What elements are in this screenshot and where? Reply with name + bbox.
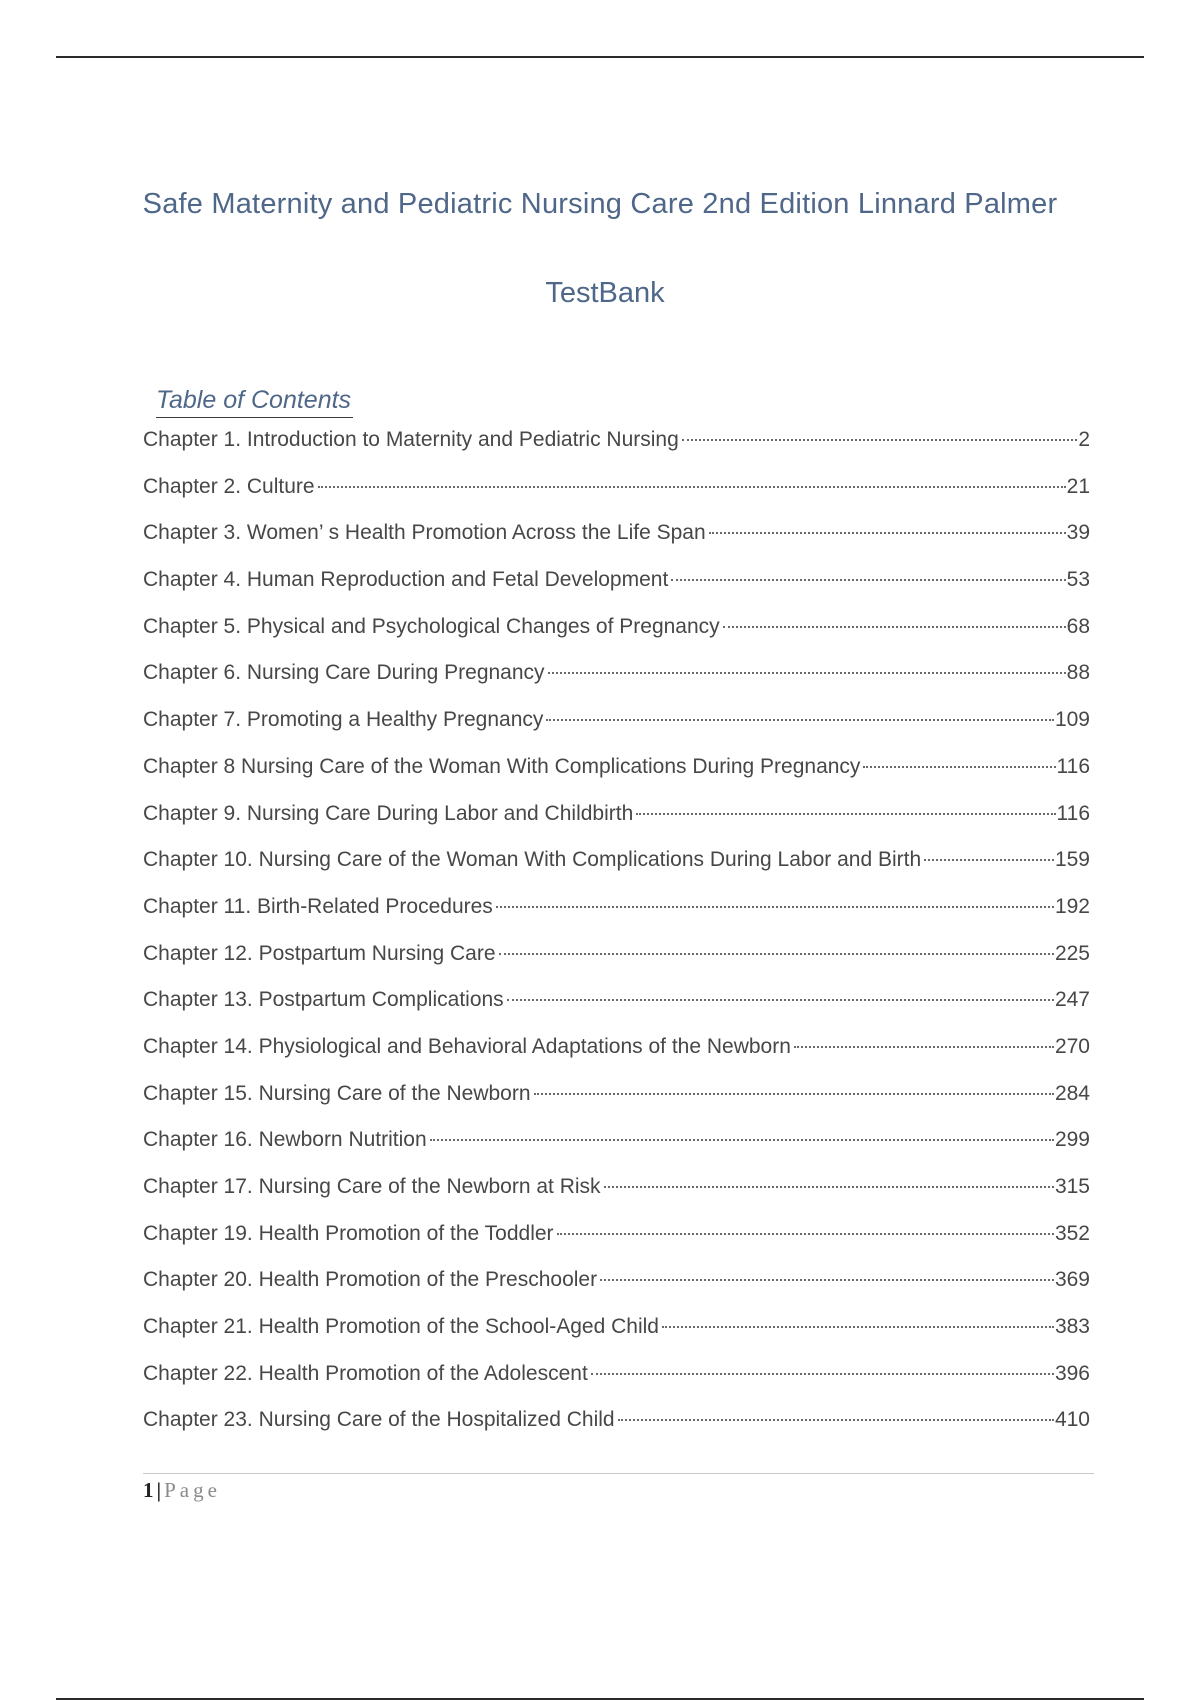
toc-entry-title: Chapter 6. Nursing Care During Pregnancy xyxy=(143,661,545,685)
toc-entry-page: 88 xyxy=(1066,661,1090,685)
toc-dot-leader xyxy=(546,719,1054,721)
toc-entry[interactable] xyxy=(143,1263,1090,1310)
toc-entry-page: 247 xyxy=(1054,988,1090,1012)
toc-entry[interactable] xyxy=(143,423,1090,470)
toc-heading: Table of Contents xyxy=(156,384,353,418)
toc-dot-leader xyxy=(723,626,1066,628)
document-title: Safe Maternity and Pediatric Nursing Care 2nd Edition Linnard Palmer xyxy=(142,188,1058,220)
toc-entry[interactable] xyxy=(143,1030,1090,1077)
toc-entry-page: 369 xyxy=(1054,1268,1090,1292)
toc-entry-page: 225 xyxy=(1054,941,1090,965)
table-of-contents xyxy=(143,423,1090,1450)
toc-entry-title: Chapter 22. Health Promotion of the Adolescent xyxy=(143,1361,588,1385)
toc-entry-page: 2 xyxy=(1078,428,1090,451)
toc-entry[interactable] xyxy=(143,470,1090,517)
toc-entry-page: 270 xyxy=(1054,1034,1090,1058)
toc-dot-leader xyxy=(618,1419,1054,1421)
toc-entry-title: Chapter 12. Postpartum Nursing Care xyxy=(143,941,496,965)
toc-entry-title: Chapter 7. Promoting a Healthy Pregnancy xyxy=(143,708,544,732)
toc-entry-page: 284 xyxy=(1054,1081,1090,1105)
footer-page-number: 1 xyxy=(143,1478,154,1502)
toc-entry[interactable] xyxy=(143,1123,1090,1170)
toc-dot-leader xyxy=(600,1279,1054,1281)
toc-entry-title: Chapter 14. Physiological and Behavioral Adaptations of the Newborn xyxy=(143,1034,791,1058)
toc-entry-page: 116 xyxy=(1056,754,1090,778)
page-footer xyxy=(143,1478,221,1503)
footer-page-label: Page xyxy=(164,1478,221,1502)
toc-entry[interactable] xyxy=(143,1077,1090,1124)
toc-entry-title: Chapter 8 Nursing Care of the Woman With Complications During Pregnancy xyxy=(143,754,861,778)
toc-entry[interactable] xyxy=(143,797,1090,844)
footer-separator: | xyxy=(156,1478,162,1502)
toc-entry-page: 116 xyxy=(1056,801,1090,825)
toc-entry[interactable] xyxy=(143,703,1090,750)
toc-dot-leader xyxy=(318,486,1066,488)
toc-entry-page: 53 xyxy=(1066,568,1090,592)
toc-entry-page: 39 xyxy=(1066,521,1090,545)
toc-dot-leader xyxy=(682,439,1078,441)
toc-entry-page: 315 xyxy=(1054,1175,1090,1198)
toc-entry[interactable] xyxy=(143,983,1090,1030)
footer-rule xyxy=(143,1473,1094,1474)
toc-entry-title: Chapter 19. Health Promotion of the Toddler xyxy=(143,1221,554,1245)
toc-entry-title: Chapter 15. Nursing Care of the Newborn xyxy=(143,1081,531,1105)
toc-entry[interactable] xyxy=(143,1403,1090,1450)
toc-entry-title: Chapter 10. Nursing Care of the Woman With Complications During Labor and Birth xyxy=(143,848,922,872)
toc-dot-leader xyxy=(671,579,1065,581)
toc-entry-title: Chapter 21. Health Promotion of the School-Aged Child xyxy=(143,1315,659,1339)
toc-entry-page: 68 xyxy=(1066,614,1090,638)
toc-dot-leader xyxy=(604,1186,1054,1188)
toc-entry-page: 410 xyxy=(1054,1408,1090,1432)
top-rule xyxy=(56,56,1144,58)
toc-entry[interactable] xyxy=(143,750,1090,797)
toc-entry[interactable] xyxy=(143,890,1090,937)
toc-entry-title: Chapter 13. Postpartum Complications xyxy=(143,988,504,1012)
toc-entry-page: 109 xyxy=(1054,708,1090,732)
toc-entry-title: Chapter 5. Physical and Psychological Changes of Pregnancy xyxy=(143,614,720,638)
toc-dot-leader xyxy=(430,1139,1054,1141)
toc-entry-page: 352 xyxy=(1054,1221,1090,1245)
toc-entry[interactable] xyxy=(143,610,1090,657)
toc-entry-page: 192 xyxy=(1054,894,1090,918)
toc-entry[interactable] xyxy=(143,1170,1090,1217)
toc-entry[interactable] xyxy=(143,1310,1090,1357)
toc-dot-leader xyxy=(636,813,1055,815)
toc-entry-title: Chapter 11. Birth-Related Procedures xyxy=(143,894,493,918)
toc-entry[interactable] xyxy=(143,1357,1090,1404)
document-subtitle: TestBank xyxy=(545,277,665,309)
toc-dot-leader xyxy=(507,999,1054,1001)
toc-entry[interactable] xyxy=(143,843,1090,890)
toc-entry[interactable] xyxy=(143,937,1090,984)
toc-entry-title: Chapter 2. Culture xyxy=(143,474,315,498)
toc-entry-title: Chapter 9. Nursing Care During Labor and Childbirth xyxy=(143,801,634,825)
toc-dot-leader xyxy=(924,859,1054,861)
toc-entry-title: Chapter 17. Nursing Care of the Newborn at Risk xyxy=(143,1175,601,1198)
toc-dot-leader xyxy=(591,1373,1054,1375)
toc-entry-page: 396 xyxy=(1054,1361,1090,1385)
toc-entry[interactable] xyxy=(143,1217,1090,1264)
toc-dot-leader xyxy=(534,1093,1054,1095)
toc-dot-leader xyxy=(709,532,1066,534)
toc-dot-leader xyxy=(863,766,1055,768)
toc-entry-page: 383 xyxy=(1054,1315,1090,1339)
toc-entry[interactable] xyxy=(143,563,1090,610)
toc-dot-leader xyxy=(557,1233,1054,1235)
toc-entry-page: 21 xyxy=(1066,474,1090,498)
toc-entry-title: Chapter 1. Introduction to Maternity and Pediatric Nursing xyxy=(143,428,679,451)
toc-entry[interactable] xyxy=(143,656,1090,703)
toc-entry[interactable] xyxy=(143,516,1090,563)
toc-dot-leader xyxy=(499,953,1054,955)
toc-dot-leader xyxy=(794,1046,1054,1048)
toc-entry-page: 159 xyxy=(1054,848,1090,872)
toc-dot-leader xyxy=(662,1326,1054,1328)
toc-entry-title: Chapter 16. Newborn Nutrition xyxy=(143,1128,427,1152)
toc-entry-title: Chapter 4. Human Reproduction and Fetal Development xyxy=(143,568,669,592)
toc-entry-title: Chapter 3. Women’ s Health Promotion Across the Life Span xyxy=(143,521,706,545)
toc-dot-leader xyxy=(548,672,1066,674)
toc-entry-page: 299 xyxy=(1054,1128,1090,1152)
toc-dot-leader xyxy=(496,906,1054,908)
toc-entry-title: Chapter 20. Health Promotion of the Preschooler xyxy=(143,1268,598,1292)
toc-entry-title: Chapter 23. Nursing Care of the Hospitalized Child xyxy=(143,1408,615,1432)
